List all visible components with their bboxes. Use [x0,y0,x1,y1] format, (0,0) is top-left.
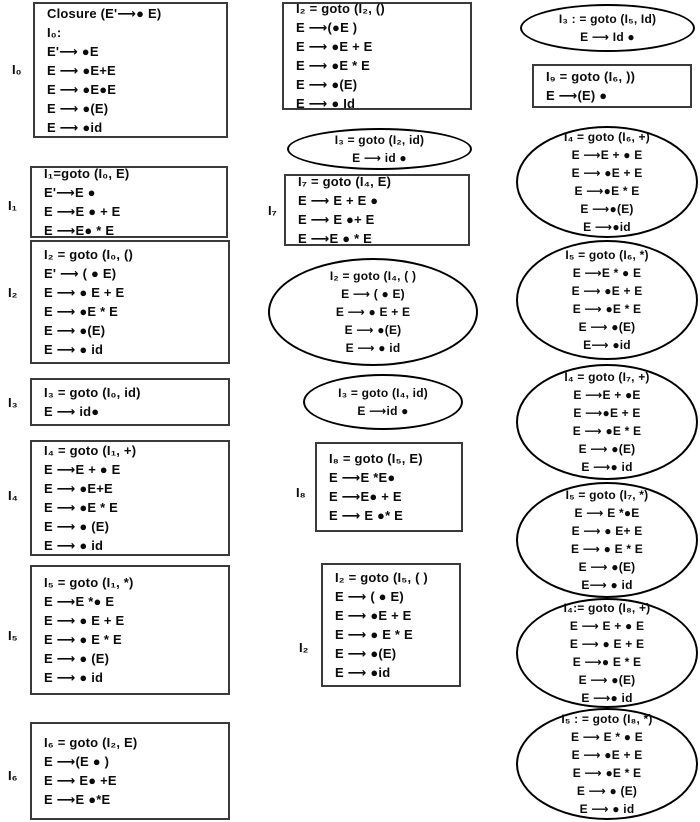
state-label-M3: I₇ [268,203,277,218]
item-set-L4 [30,440,230,556]
production-line: E ⟶ Id ● [580,30,635,44]
item-set-L0 [33,2,228,138]
state-label-L0: I₀ [12,62,22,77]
production-line: E ⟶ ● (E) [576,784,638,798]
production-line: E ⟶E ●*E [44,792,111,807]
production-line: E ⟶ id ● [352,151,407,165]
production-line: E ⟶ E *●E [574,506,640,520]
item-set-R1 [520,4,695,52]
state-label-L2: I₂ [8,285,18,300]
item-set-title: I₈ = goto (I₅, E) [329,451,423,466]
item-set-title: I₁=goto (I₀, E) [44,166,130,181]
item-set-title: I₅ = goto (I₇, *) [565,488,649,502]
production-line: E ⟶ ●E * E [572,766,642,780]
item-set-M5 [303,374,463,430]
item-set-M4 [268,258,478,366]
item-set-R3 [516,126,698,238]
state-label-L4: I₄ [8,488,18,503]
item-set-L3 [30,378,230,426]
item-set-title: I₇ = goto (I₄, E) [298,174,392,189]
production-line: E ⟶E● + E [329,489,402,504]
item-set-title: I₂ = goto (I₅, ( ) [335,570,428,585]
item-set-title: I₆ = goto (I₂, E) [44,735,138,750]
production-line: E ⟶ ● id [44,538,104,553]
item-set-title: I₃ : = goto (I₅, Id) [558,12,657,26]
item-set-title: I₄ = goto (I₆, +) [564,130,650,144]
production-line: E ⟶ ●E * E [44,304,119,319]
state-label-L1: I₁ [8,198,17,213]
item-set-title: I₃ = goto (I₄, id) [338,386,428,400]
item-set-title: I₃ = goto (I₂, id) [334,133,425,147]
item-set-M3 [284,174,470,246]
production-line: E ⟶ ● E + E [44,613,125,628]
production-line: E ⟶ ●E●E [47,81,117,97]
production-line: E ⟶ ● E + E [569,637,645,651]
production-line: E ⟶●E + E [573,406,641,420]
production-line: E ⟶id ● [357,404,409,418]
production-line: E ⟶ ●E + E [571,284,643,298]
production-line: E ⟶ ●E + E [335,608,412,623]
item-set-R5 [516,364,698,480]
production-line: E ⟶ ●(E) [47,100,109,116]
production-line: E ⟶ E ●+ E [298,212,375,227]
item-set-L5 [30,565,230,695]
item-set-title: I₄:= goto (I₈, +) [563,601,651,615]
production-line: E ⟶ ● id [579,802,635,816]
production-line: E ⟶ ●id [47,119,103,135]
production-line: E ⟶E + ● E [44,462,121,477]
item-set-title: I₂ = goto (I₄, ( ) [329,269,417,283]
production-line: E'⟶ ●E [47,43,99,59]
production-line: E ⟶ ● E + E [335,305,411,319]
production-line: E ⟶ ●id [335,665,391,680]
production-line: E ⟶● id [581,460,633,474]
production-line: E ⟶ ●E + E [571,748,643,762]
production-line: E ⟶ ●(E) [44,323,106,338]
production-line: E ⟶ ●E * E [296,58,371,73]
production-line: E ⟶ ●E+E [44,481,113,496]
production-line: E ⟶E ● + E [44,204,121,219]
item-set-title: I₅ : = goto (I₈, *) [561,712,653,726]
production-line: E ⟶ ● E + E [44,285,125,300]
production-line: E ⟶ ● E * E [335,627,413,642]
state-label-L5: I₅ [8,628,18,643]
production-line: E ⟶ ( ● E) [335,589,404,604]
production-line: E' ⟶ ( ● E) [44,266,117,281]
item-set-R8 [516,708,698,820]
production-line: E ⟶ ● E * E [570,542,643,556]
production-line: E ⟶● id [581,691,633,705]
item-set-L6 [30,722,230,820]
production-line: E ⟶ ●(E) [578,673,636,687]
production-line: E ⟶(E) ● [546,88,608,103]
item-set-title: I₂ = goto (I₀, () [44,247,134,262]
production-line: I₀: [47,24,62,40]
production-line: E ⟶(●E ) [296,20,358,35]
production-line: E ⟶ ( ● E) [341,287,405,301]
item-set-R7 [516,598,698,708]
item-set-R4 [516,240,698,360]
production-line: E ⟶ E ●* E [329,508,404,523]
production-line: E⟶ ● id [581,578,633,592]
item-set-M2 [287,128,472,170]
production-line: E ⟶ ●E * E [572,424,642,438]
production-line: E ⟶●id [583,220,631,234]
item-set-title: I₃ = goto (I₀, id) [44,385,141,400]
item-set-title: I₂ = goto (I₂, () [296,1,385,16]
production-line: E ⟶ ● id [345,341,401,355]
item-set-M7 [321,563,461,687]
production-line: E ⟶ ●E * E [44,500,119,515]
state-label-L3: I₃ [8,395,18,410]
production-line: E ⟶●(E) [580,202,634,216]
production-line: E ⟶ ●E * E [572,302,642,316]
production-line: E ⟶ E * ● E [570,730,643,744]
production-line: E ⟶● E * E [572,655,642,669]
production-line: E ⟶ ●(E) [344,323,402,337]
production-line: E ⟶ ● E * E [44,632,122,647]
production-line: E ⟶E ● * E [298,231,373,246]
production-line: E ⟶E * ● E [572,266,642,280]
production-line: E ⟶ E + ● E [569,619,645,633]
state-label-M6: I₈ [296,485,306,500]
production-line: E ⟶ id● [44,404,100,419]
state-label-L6: I₆ [8,768,18,783]
item-set-R2 [532,64,692,108]
production-line: E ⟶ ●(E) [578,560,636,574]
production-line: E ⟶ ●(E) [335,646,397,661]
item-set-title: Closure (E'⟶● E) [47,5,162,21]
item-set-title: I₄ = goto (I₁, +) [44,443,137,458]
item-set-title: I₅ = goto (I₁, *) [44,575,134,590]
item-set-M6 [315,442,463,532]
production-line: E ⟶ ● Id [296,96,356,111]
production-line: E ⟶ E● +E [44,773,117,788]
item-set-L1 [30,166,228,238]
production-line: E ⟶(E ● ) [44,754,110,769]
production-line: E ⟶E *● E [44,594,115,609]
production-line: E⟶ ●id [583,338,631,352]
production-line: E ⟶ E + E ● [298,193,379,208]
production-line: E ⟶ ●E + E [571,166,643,180]
production-line: E ⟶ ● E+ E [571,524,643,538]
production-line: E ⟶ ●E+E [47,62,116,78]
production-line: E ⟶E + ● E [571,148,643,162]
production-line: E ⟶ ●(E) [578,320,636,334]
production-line: E'⟶E ● [44,185,96,200]
item-set-title: I₄ = goto (I₇, +) [564,370,650,384]
production-line: E ⟶●E * E [574,184,640,198]
production-line: E ⟶E *E● [329,470,396,485]
production-line: E ⟶ ● id [44,342,104,357]
production-line: E ⟶E + ●E [573,388,641,402]
production-line: E ⟶E● * E [44,223,115,238]
item-set-L2 [30,240,230,364]
production-line: E ⟶ ●(E) [296,77,358,92]
item-set-title: I₉ = goto (I₆, )) [546,69,636,84]
item-set-title: I₅ = goto (I₆, *) [565,248,649,262]
production-line: E ⟶ ●(E) [578,442,636,456]
state-label-M7: I₂ [299,640,309,655]
item-set-R6 [516,482,698,598]
production-line: E ⟶ ● (E) [44,519,110,534]
production-line: E ⟶ ● id [44,670,104,685]
production-line: E ⟶ ●E + E [296,39,373,54]
production-line: E ⟶ ● (E) [44,651,110,666]
item-set-M1 [282,2,472,110]
